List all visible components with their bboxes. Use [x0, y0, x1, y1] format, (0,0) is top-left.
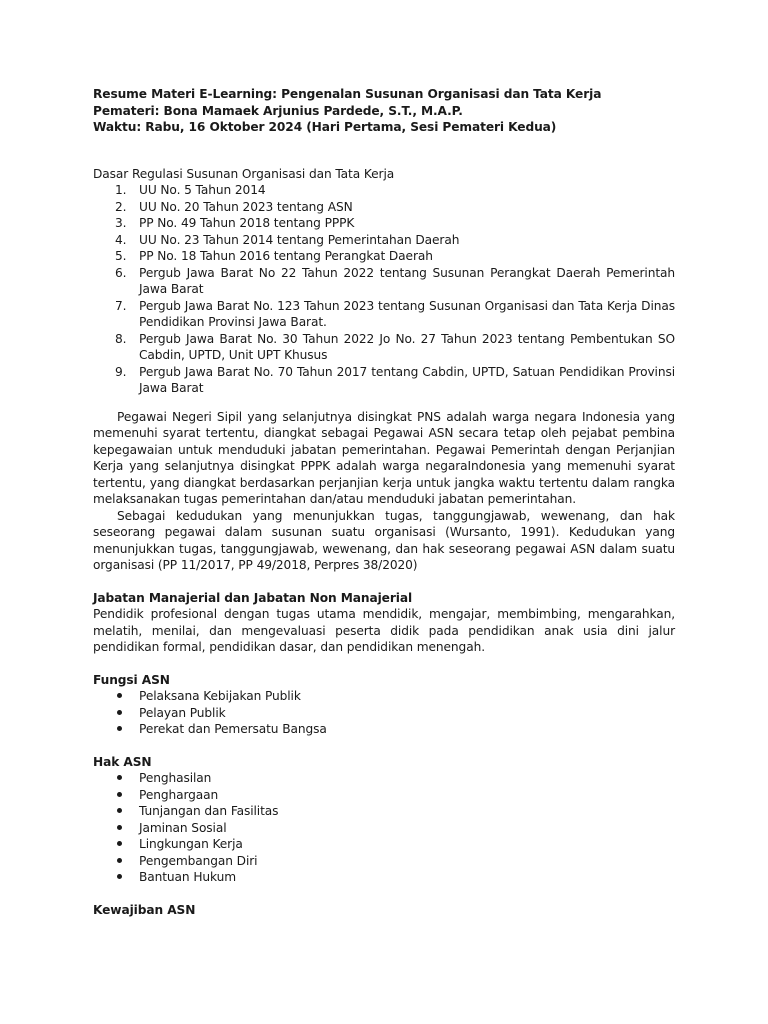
bullet-icon — [117, 775, 122, 780]
list-text: Pergub Jawa Barat No 22 Tahun 2022 tentang Susunan Perangkat Daerah Pemerintah Jawa Barat — [139, 265, 675, 296]
list-number: 5. — [115, 249, 127, 263]
bullet-icon — [117, 710, 122, 715]
fungsi-heading: Fungsi ASN — [93, 672, 170, 687]
list-item — [93, 688, 675, 705]
list-text: Perekat dan Pemersatu Bangsa — [139, 722, 327, 736]
list-number: 9. — [115, 364, 127, 379]
list-item — [93, 787, 675, 804]
list-text: UU No. 23 Tahun 2014 tentang Pemerintahan Daerah — [139, 232, 460, 247]
document-title: Resume Materi E-Learning: Pengenalan Susunan Organisasi dan Tata Kerja — [93, 87, 602, 101]
list-text: Pergub Jawa Barat No. 30 Tahun 2022 Jo No. 27 Tahun 2023 tentang Pembentukan SO Cabdin, UPTD, Unit UPT Khusus — [139, 331, 675, 362]
document-page — [93, 86, 675, 918]
list-number: 4. — [115, 232, 127, 247]
list-text: PP No. 49 Tahun 2018 tentang PPPK — [139, 216, 355, 230]
list-text: Pelayan Publik — [139, 705, 226, 720]
list-item — [93, 820, 675, 837]
list-text: Pergub Jawa Barat No. 123 Tahun 2023 tentang Susunan Organisasi dan Tata Kerja Dinas Pendidikan Provinsi Jawa Barat. — [139, 298, 675, 329]
list-number: 2. — [115, 199, 127, 214]
list-item — [93, 265, 675, 298]
regulations-heading: Dasar Regulasi Susunan Organisasi dan Tata Kerja — [93, 166, 395, 181]
list-item — [93, 232, 675, 249]
list-item — [93, 770, 675, 787]
list-item — [93, 869, 675, 886]
list-number: 6. — [115, 265, 127, 280]
list-text: UU No. 5 Tahun 2014 — [139, 183, 266, 197]
list-item — [93, 215, 675, 232]
list-item — [93, 836, 675, 853]
list-text: PP No. 18 Tahun 2016 tentang Perangkat Daerah — [139, 249, 433, 263]
list-number: 8. — [115, 331, 127, 346]
list-text: Tunjangan dan Fasilitas — [139, 804, 279, 818]
list-item — [93, 803, 675, 820]
list-text: Bantuan Hukum — [139, 870, 236, 884]
list-text: Pelaksana Kebijakan Publik — [139, 689, 301, 703]
bullet-icon — [117, 874, 122, 879]
list-item — [93, 721, 675, 738]
kedudukan-paragraph: Sebagai kedudukan yang menunjukkan tugas, tanggungjawab, wewenang, dan hak seseorang pegawai dalam susunan suatu organisasi (Wursanto, 1991). Kedudukan yang menunjukkan tugas, tanggungjawab, wewenang, dan hak seseorang pegawai ASN dalam suatu organisasi (PP 11/2017, PP 49/2018, Perpres 38/2020) — [93, 508, 675, 572]
bullet-icon — [117, 726, 122, 731]
list-number: 7. — [115, 298, 127, 313]
list-number: 1. — [115, 183, 127, 197]
list-item — [93, 853, 675, 870]
bullet-icon — [117, 808, 122, 813]
bullet-icon — [117, 792, 122, 797]
kewajiban-heading: Kewajiban ASN — [93, 902, 196, 917]
time-line: Waktu: Rabu, 16 Oktober 2024 (Hari Pertama, Sesi Pemateri Kedua) — [93, 120, 557, 134]
list-text: Penghargaan — [139, 787, 219, 802]
bullet-icon — [117, 858, 122, 863]
speaker-line: Pemateri: Bona Mamaek Arjunius Pardede, S.T., M.A.P. — [93, 103, 463, 118]
regulations-list — [93, 182, 675, 397]
list-text: Jaminan Sosial — [139, 820, 227, 835]
hak-list — [93, 770, 675, 886]
list-item — [93, 298, 675, 331]
hak-heading: Hak ASN — [93, 754, 152, 769]
jabatan-heading: Jabatan Manajerial dan Jabatan Non Manajerial — [93, 590, 413, 605]
list-text: UU No. 20 Tahun 2023 tentang ASN — [139, 199, 353, 214]
bullet-icon — [117, 841, 122, 846]
fungsi-list — [93, 688, 675, 738]
jabatan-paragraph: Pendidik profesional dengan tugas utama mendidik, mengajar, membimbing, mengarahkan, melatih, menilai, dan mengevaluasi peserta didik pada pendidikan anak usia dini jalur pendidikan formal, pendidikan dasar, dan pendidikan menengah. — [93, 607, 675, 654]
pns-pppk-paragraph: Pegawai Negeri Sipil yang selanjutnya disingkat PNS adalah warga negara Indonesia yang memenuhi syarat tertentu, diangkat sebagai Pegawai ASN secara tetap oleh pejabat pembina kepegawaian untuk menduduki jabatan pemerintahan. Pegawai Pemerintah dengan Perjanjian Kerja yang selanjutnya disingkat PPPK adalah warga negaraIndonesia yang memenuhi syarat tertentu, yang diangkat berdasarkan perjanjian kerja untuk jangka waktu tertentu dalam rangka melaksanakan tugas pemerintahan dan/atau menduduki jabatan pemerintahan. — [93, 409, 675, 506]
bullet-icon — [117, 693, 122, 698]
bullet-icon — [117, 825, 122, 830]
list-item — [93, 705, 675, 722]
list-item — [93, 199, 675, 216]
list-number: 3. — [115, 216, 127, 230]
list-text: Lingkungan Kerja — [139, 837, 243, 851]
list-item — [93, 364, 675, 397]
list-text: Pergub Jawa Barat No. 70 Tahun 2017 tentang Cabdin, UPTD, Satuan Pendidikan Provinsi Jawa Barat — [139, 364, 675, 395]
list-item — [93, 248, 675, 265]
list-item — [93, 331, 675, 364]
list-text: Penghasilan — [139, 771, 212, 785]
list-item — [93, 182, 675, 199]
list-text: Pengembangan Diri — [139, 853, 258, 868]
